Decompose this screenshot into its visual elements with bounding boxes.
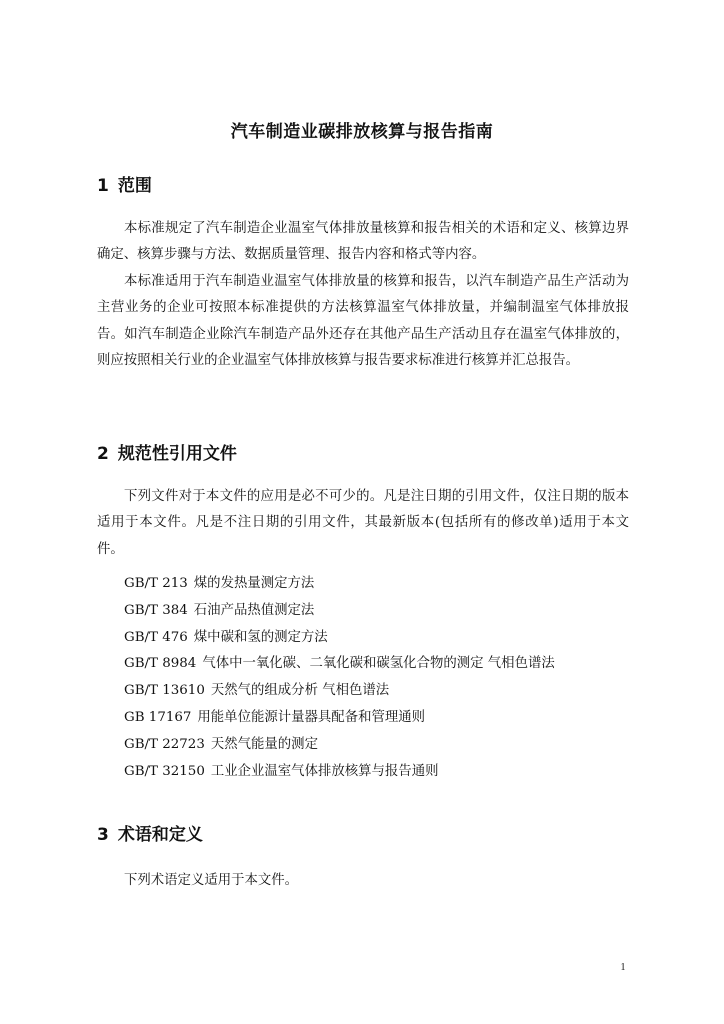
reference-title: 工业企业温室气体排放核算与报告通则 [210, 763, 439, 779]
reference-code: GB/T 384 [124, 602, 188, 618]
reference-title: 煤的发热量测定方法 [193, 576, 315, 591]
reference-code: GB 17167 [124, 709, 192, 725]
terms-intro-paragraph: 下列术语定义适用于本文件。 [124, 873, 299, 888]
reference-item [124, 625, 555, 652]
reference-item [124, 651, 555, 678]
scope-paragraph-2: 本标准适用于汽车制造业温室气体排放量的核算和报告，以汽车制造产品生产活动为主营业务的企业可按照本标准提供的方法核算温室气体排放量，并编制温室气体排放报告。如汽车制造企业除汽车制造产品外还存在其他产品生产活动且存在温室气体排放的，则应按照相关行业的企业温室气体排放核算与报告要求标准进行核算并汇总报告。 [97, 274, 629, 368]
reference-title: 用能单位能源计量器具配备和管理通则 [197, 709, 426, 725]
reference-code: GB/T 8984 [124, 656, 197, 672]
section-number: 2 [97, 444, 109, 464]
section-title: 范围 [117, 176, 152, 196]
scope-paragraph-1: 本标准规定了汽车制造企业温室气体排放量核算和报告相关的术语和定义、核算边界确定、核算步骤与方法、数据质量管理、报告内容和格式等内容。 [97, 221, 629, 263]
section-heading-terms-definitions [97, 820, 203, 845]
references-intro-paragraph: 下列文件对于本文件的应用是必不可少的。凡是注日期的引用文件，仅注日期的版本适用于本文件。凡是不注日期的引用文件，其最新版本(包括所有的修改单)适用于本文件。 [97, 489, 629, 557]
document-title: 汽车制造业碳排放核算与报告指南 [230, 122, 494, 142]
reference-item [124, 759, 555, 786]
section-heading-normative-references [97, 439, 237, 464]
reference-item [124, 732, 555, 759]
reference-title: 天然气能量的测定 [210, 736, 318, 752]
reference-title: 石油产品热值测定法 [193, 602, 315, 618]
reference-code: GB/T 213 [124, 576, 188, 591]
section-number: 3 [97, 825, 109, 845]
reference-title: 气体中一氧化碳、二氧化碳和碳氢化合物的测定 气相色谱法 [202, 656, 555, 672]
reference-list [124, 571, 555, 785]
reference-item [124, 678, 555, 705]
reference-title: 天然气的组成分析 气相色谱法 [210, 683, 390, 699]
reference-code: GB/T 476 [124, 629, 188, 645]
reference-code: GB/T 32150 [124, 763, 205, 779]
reference-title: 煤中碳和氢的测定方法 [193, 629, 328, 645]
section-title: 规范性引用文件 [117, 444, 237, 464]
reference-code: GB/T 22723 [124, 736, 205, 752]
reference-item [124, 705, 555, 732]
section-heading-scope [97, 171, 152, 196]
reference-item [124, 571, 555, 598]
section-number: 1 [97, 176, 109, 196]
page-number: 1 [620, 962, 626, 973]
reference-item [124, 598, 555, 625]
reference-code: GB/T 13610 [124, 683, 205, 699]
section-title: 术语和定义 [117, 825, 203, 845]
